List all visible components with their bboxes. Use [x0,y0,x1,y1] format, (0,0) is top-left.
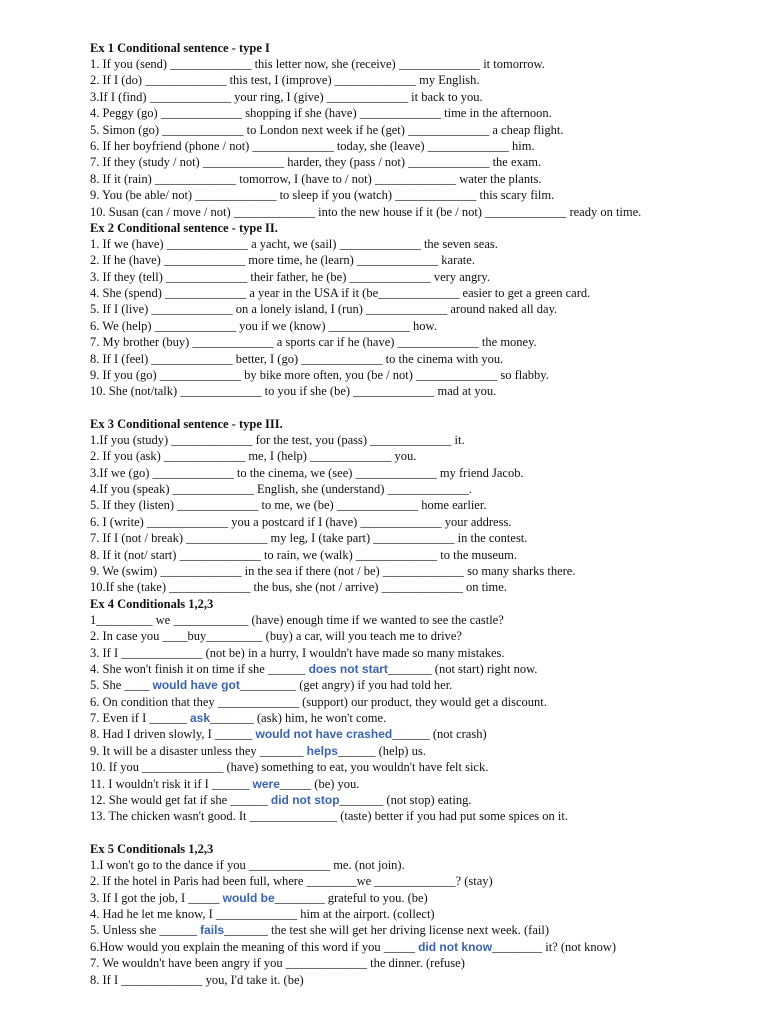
exercise-line [90,465,730,481]
exercise-line [90,890,730,906]
exercise-line [90,171,730,187]
sentence-text: 8. If it (not/ start) _____________ to rain, we (walk) _____________ to the museum. [90,547,518,562]
filled-answer: did not stop [270,793,340,808]
sentence-text: 8. If it (rain) _____________ tomorrow, I (have to / not) _____________ water the plants. [90,171,542,186]
sentence-text: 7. Even if I ______ [90,711,190,726]
exercise-line [90,530,730,546]
exercise-line [90,383,730,399]
sentence-text: 2. If he (have) _____________ more time, he (learn) _____________ karate. [90,253,475,268]
sentence-text: 11. I wouldn't risk it if I ______ [90,776,253,791]
sentence-text: 2. If you (ask) _____________ me, I (help) _____________ you. [90,449,417,464]
exercise-line [90,497,730,513]
filled-answer: would have got [152,678,240,693]
exercise-line [90,579,730,595]
exercise-line [90,661,730,677]
exercise-line [90,301,730,317]
sentence-text: 4. Peggy (go) _____________ shopping if she (have) _____________ time in the afternoon. [90,106,552,121]
exercise-line [90,922,730,938]
filled-answer: fails [200,923,225,938]
sentence-text: 5. If I (live) _____________ on a lonely island, I (run) _____________ around naked all day. [90,302,558,317]
sentence-text: _______ (not start) right now. [387,661,538,676]
exercise-line [90,138,730,154]
sentence-text: 8. If I _____________ you, I'd take it. (be) [90,972,304,987]
sentence-text: 1.If you (study) _____________ for the test, you (pass) _____________ it. [90,432,465,447]
sentence-text: 6. I (write) _____________ you a postcard if I (have) _____________ your address. [90,514,512,529]
sentence-text: 10. She (not/talk) _____________ to you if she (be) _____________ mad at you. [90,384,497,399]
filled-answer: does not start [308,661,388,676]
exercise-line [90,72,730,88]
sentence-text: 4.If you (speak) _____________ English, she (understand) _____________. [90,481,472,496]
sentence-text: 3. If they (tell) _____________ their father, he (be) _____________ very angry. [90,269,490,284]
sentence-text: 4. She won't finish it on time if she ______ [90,661,309,676]
exercise-line [90,105,730,121]
sentence-text: _______ (ask) him, he won't come. [210,711,387,726]
exercise-line [90,759,730,775]
sentence-text: 7. We wouldn't have been angry if you _____________ the dinner. (refuse) [90,956,465,971]
sentence-text: 4. She (spend) _____________ a year in the USA if it (be_____________ easier to get a green card. [90,286,591,301]
exercise-line [90,448,730,464]
exercise-line [90,726,730,742]
sentence-text: 3. If I got the job, I _____ [90,890,223,905]
filled-answer: ask [189,711,211,726]
sentence-text: 10. Susan (can / move / not) _____________ into the new house if it (be / not) _____________ ready on time. [90,204,642,219]
sentence-text: _________ (get angry) if you had told her. [239,678,453,693]
sentence-text: 13. The chicken wasn't good. It ______________ (taste) better if you had put some spices on it. [90,809,568,824]
filled-answer: did not know [418,939,493,954]
exercise-line [90,367,730,383]
sentence-text: 3.If I (find) _____________ your ring, I (give) _____________ it back to you. [90,89,483,104]
exercise-line [90,547,730,563]
section-spacer [90,825,730,841]
sentence-text: 2. If the hotel in Paris had been full, where ________we _____________? (stay) [90,874,493,889]
exercise-line [90,857,730,873]
exercise-line [90,939,730,955]
exercise-line [90,514,730,530]
filled-answer: would be [222,890,275,905]
sentence-text: 2. In case you ____buy_________ (buy) a car, will you teach me to drive? [90,629,462,644]
exercise-line [90,122,730,138]
sentence-text: 1. If we (have) _____________ a yacht, we (sail) _____________ the seven seas. [90,236,498,251]
exercise-heading: Ex 1 Conditional sentence - type I [90,41,270,55]
sentence-text: 9. It will be a disaster unless they _______ [90,743,307,758]
exercise-line [90,694,730,710]
sentence-text: 10.If she (take) _____________ the bus, she (not / arrive) _____________ on time. [90,580,507,595]
sentence-text: 1.I won't go to the dance if you _____________ me. (not join). [90,857,405,872]
sentence-text: ______ (not crash) [392,727,487,742]
sentence-text: 9. If you (go) _____________ by bike more often, you (be / not) _____________ so flabby. [90,368,549,383]
sentence-text: 5. Unless she ______ [90,923,201,938]
exercise-heading: Ex 2 Conditional sentence - type II. [90,220,278,235]
exercise-line [90,252,730,268]
exercise-line [90,285,730,301]
worksheet [90,40,730,988]
sentence-text: 9. You (be able/ not) _____________ to sleep if you (watch) _____________ this scary film. [90,188,555,203]
sentence-text: 7. If they (study / not) _____________ harder, they (pass / not) _____________ the exam. [90,155,542,170]
sentence-text: 6. If her boyfriend (phone / not) _____________ today, she (leave) _____________ him. [90,138,535,153]
exercise-line [90,351,730,367]
sentence-text: 5. If they (listen) _____________ to me, we (be) _____________ home earlier. [90,498,487,513]
exercise-line [90,334,730,350]
exercise-line [90,906,730,922]
filled-answer: were [252,776,280,791]
exercise-line [90,89,730,105]
exercise-line [90,677,730,693]
sentence-text: ________ grateful to you. (be) [274,890,428,905]
exercise-line [90,792,730,808]
exercise-line [90,776,730,792]
sentence-text: 7. My brother (buy) _____________ a sports car if he (have) _____________ the money. [90,335,537,350]
sentence-text: ______ (help) us. [337,743,426,758]
exercise-line [90,432,730,448]
sentence-text: _______ (not stop) eating. [339,793,472,808]
exercise-line [90,481,730,497]
sentence-text: 3. If I _____________ (not be) in a hurry, I wouldn't have made so many mistakes. [90,645,505,660]
exercise-line [90,612,730,628]
sentence-text: 2. If I (do) _____________ this test, I (improve) _____________ my English. [90,73,480,88]
sentence-text: 5. She ____ [90,678,153,693]
sentence-text: 6. We (help) _____________ you if we (know) _____________ how. [90,318,437,333]
exercise-line [90,808,730,824]
sentence-text: 6.How would you explain the meaning of this word if you _____ [90,939,419,954]
exercise-line [90,56,730,72]
sentence-text: 3.If we (go) _____________ to the cinema, we (see) _____________ my friend Jacob. [90,465,524,480]
sentence-text: 5. Simon (go) _____________ to London next week if he (get) _____________ a cheap flight. [90,122,564,137]
sentence-text: 4. Had he let me know, I _____________ him at the airport. (collect) [90,906,435,921]
exercise-line [90,645,730,661]
sentence-text: 1_________ we ____________ (have) enough time if we wanted to see the castle? [90,612,504,627]
filled-answer: would not have crashed [255,727,393,742]
exercise-line [90,154,730,170]
sentence-text: 12. She would get fat if she ______ [90,793,271,808]
exercise-line [90,269,730,285]
section-spacer [90,400,730,416]
exercise-line [90,743,730,759]
exercise-heading: Ex 5 Conditionals 1,2,3 [90,841,214,856]
exercise-line [90,318,730,334]
sentence-text: 10. If you _____________ (have) something to eat, you wouldn't have felt sick. [90,760,489,775]
exercise-line [90,628,730,644]
exercise-line [90,955,730,971]
sentence-text: 6. On condition that they _____________ (support) our product, they would get a discount. [90,694,547,709]
filled-answer: helps [306,743,338,758]
sentence-text: 7. If I (not / break) _____________ my leg, I (take part) _____________ in the contest. [90,531,528,546]
exercise-line [90,204,730,220]
sentence-text: 8. If I (feel) _____________ better, I (go) _____________ to the cinema with you. [90,351,504,366]
exercise-line [90,187,730,203]
exercise-heading: Ex 3 Conditional sentence - type III. [90,416,283,431]
exercise-line [90,972,730,988]
sentence-text: 8. Had I driven slowly, I ______ [90,727,256,742]
sentence-text: 9. We (swim) _____________ in the sea if there (not / be) _____________ so many sharks there. [90,563,576,578]
exercise-heading: Ex 4 Conditionals 1,2,3 [90,596,214,611]
sentence-text: ________ it? (not know) [492,939,617,954]
exercise-line [90,563,730,579]
exercise-line [90,236,730,252]
sentence-text: _______ the test she will get her driving license next week. (fail) [224,923,550,938]
exercise-line [90,873,730,889]
exercise-line [90,710,730,726]
sentence-text: _____ (be) you. [279,776,360,791]
sentence-text: 1. If you (send) _____________ this letter now, she (receive) _____________ it tomorrow. [90,57,545,71]
